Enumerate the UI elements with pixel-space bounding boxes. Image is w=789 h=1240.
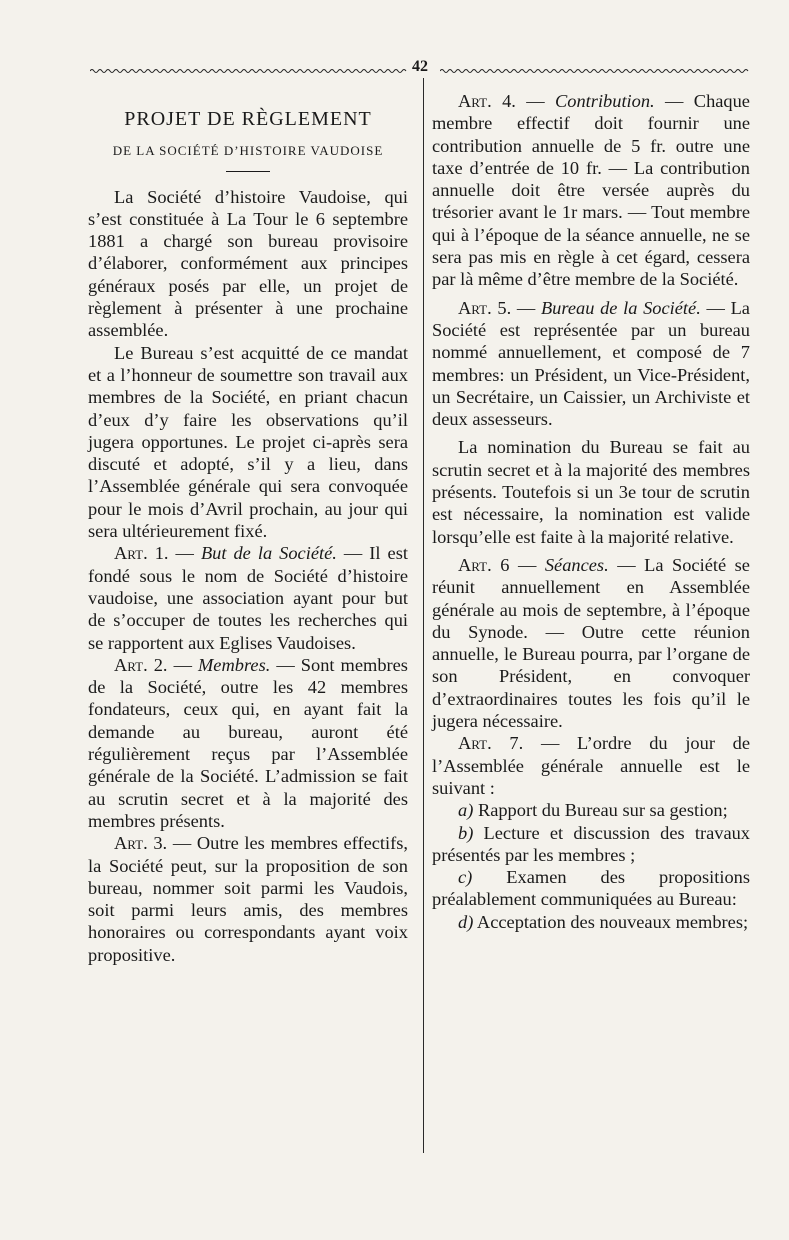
item-letter: b): [458, 822, 474, 843]
article-label: Art. 4.: [458, 91, 516, 111]
article-heading: But de la Société.: [200, 543, 337, 564]
dash-separator: —: [175, 543, 201, 564]
title-rule: [226, 171, 270, 172]
agenda-item-d: [432, 911, 750, 933]
article-text: L’ordre du jour de l’Assemblée générale annuelle est le suivant :: [432, 733, 751, 798]
dash-separator: —: [517, 554, 545, 575]
item-text: Rapport du Bureau sur sa gestion;: [477, 800, 728, 821]
dash-separator: —: [343, 543, 370, 564]
dash-separator: —: [276, 654, 301, 675]
article-2: [88, 654, 408, 832]
intro-paragraph-2: Le Bureau s’est acquitté de ce mandat et a l’honneur de soumettre son travail aux membres de la Société, en priant chacun d’eux d’y faire les observations qu’il jugera opportunes. Le projet ci-après sera discuté et adopté, s’il y a lieu, dans l’Assemblée générale qui sera convoquée pour le mois d’Avril prochain, au jour qui sera ultérieurement fixé.: [88, 342, 408, 542]
agenda-item-a: [432, 799, 750, 821]
dash-separator: —: [526, 91, 556, 111]
ornamental-rule-left: [90, 68, 408, 74]
article-heading: Contribution.: [555, 91, 655, 111]
document-subtitle: DE LA SOCIÉTÉ D’HISTOIRE VAUDOISE: [112, 143, 384, 159]
article-label: Art. 7.: [458, 733, 524, 754]
article-heading: Bureau de la Société.: [540, 297, 701, 318]
article-6: [432, 554, 750, 732]
article-3: [88, 832, 408, 966]
agenda-item-b: [432, 822, 750, 867]
document-title: PROJET DE RÈGLEMENT: [124, 108, 372, 130]
left-column: [88, 102, 408, 966]
article-text: La Société se réunit annuellement en Assemblée générale au mois de septembre, à l’époque du Synode. — Outre cette réunion annuelle, le Bureau pourra, par l’organe de son Président, en convoquer d’extraordinaires toutes les fois qu’il le jugera nécessaire.: [432, 554, 750, 732]
dash-separator: —: [172, 833, 197, 854]
article-5-paragraph-2: La nomination du Bureau se fait au scrutin secret et à la majorité des membres présents. Toutefois si un 3e tour de scrutin est nécessaire, la nomination est valide lorsqu’elle est faite à la majorité relative.: [432, 437, 750, 547]
ornamental-rule-right: [440, 68, 750, 74]
dash-separator: —: [617, 554, 645, 575]
item-letter: c): [458, 867, 473, 888]
article-7: [432, 732, 750, 799]
dash-separator: —: [516, 297, 541, 318]
item-text: Examen des propositions préalablement communiquées au Bureau:: [432, 867, 750, 910]
article-text: Sont membres de la Société, outre les 42 membres fondateurs, ceux qui, en ayant fait la demande au bureau, auront été régulièrement reçus par l’Assemblée générale de la Société. L’admission se fait au scrutin secret et à la majorité des membres présents.: [88, 654, 408, 831]
right-column: [432, 90, 750, 933]
column-divider: [423, 78, 424, 1153]
dash-separator: —: [665, 91, 694, 111]
article-label: Art. 3.: [114, 833, 168, 854]
item-text: Lecture et discussion des travaux présentés par les membres ;: [432, 822, 751, 865]
article-text: Outre les membres effectifs, la Société peut, sur la proposition de son bureau, nommer soit parmi les Vaudois, soit parmi leurs amis, des membres honoraires ou correspondants ayant voix propositive.: [88, 833, 409, 965]
article-label: Art. 2.: [114, 654, 168, 675]
article-label: Art. 6: [458, 554, 510, 575]
article-5: [432, 297, 750, 431]
article-label: Art. 5.: [458, 297, 512, 318]
article-1: [88, 542, 408, 653]
agenda-item-c: [432, 866, 750, 911]
article-text: La Société est représentée par un bureau nommé annuellement, et composé de 7 membres: un Président, un Vice-Président, un Secrétaire, un Caissier, un Archiviste et deux assesseurs.: [432, 297, 750, 430]
article-4: [432, 90, 750, 291]
item-letter: d): [458, 911, 474, 932]
dash-separator: —: [706, 297, 731, 318]
article-heading: Séances.: [544, 554, 609, 575]
dash-separator: —: [540, 733, 578, 754]
item-text: Acceptation des nouveaux membres;: [476, 911, 749, 932]
page-number: 42: [412, 58, 428, 75]
article-text: Chaque membre effectif doit fournir une contribution annuelle de 5 fr. outre une taxe d’entrée de 10 fr. — La contribution annuelle doit être versée auprès du trésorier avant le 1r mars. — Tout membre qui à l’époque de la séance annuelle, ne se sera pas mis en règle à cet égard, cessera par là même d’être membre de la Société.: [432, 91, 750, 290]
running-head: [90, 58, 750, 78]
intro-paragraph-1: La Société d’histoire Vaudoise, qui s’est constituée à La Tour le 6 septembre 1881 a chargé son bureau provisoire d’élaborer, conformément aux principes généraux posés par elle, un projet de règlement à présenter à une prochaine assemblée.: [88, 186, 408, 341]
article-heading: Membres.: [197, 654, 271, 675]
article-label: Art. 1.: [114, 543, 169, 564]
article-text: Il est fondé sous le nom de Société d’histoire vaudoise, une association ayant pour but de s’occuper de toutes les recherches qui se rapportent aux Eglises Vaudoises.: [88, 543, 408, 653]
item-letter: a): [458, 800, 474, 821]
dash-separator: —: [173, 654, 198, 675]
